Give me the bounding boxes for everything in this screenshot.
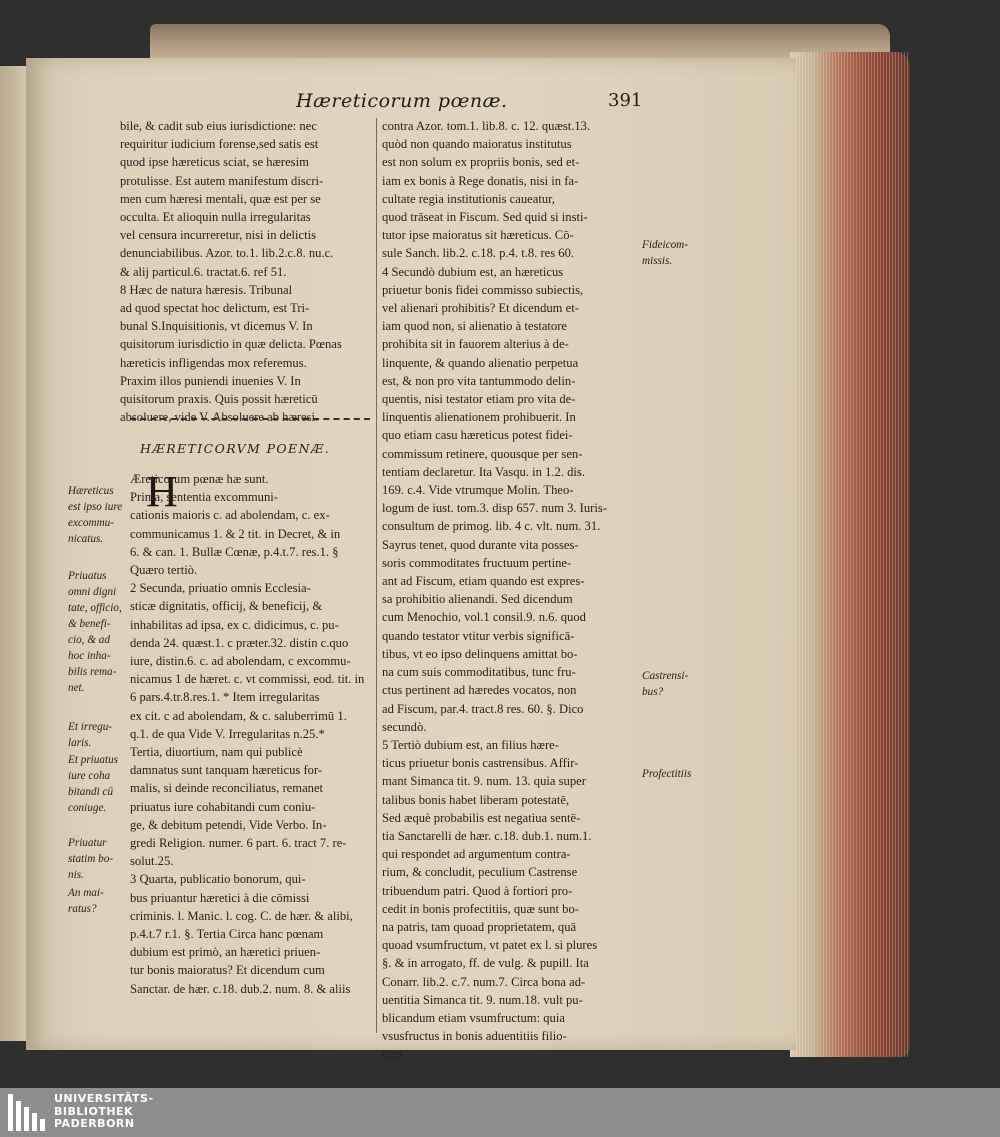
text-line: mant Simanca tit. 9. num. 13. quia super bbox=[382, 774, 586, 789]
text-line: occulta. Et alioquin nulla irregularitas bbox=[120, 210, 311, 225]
text-line: 8 Hæc de natura hæresis. Tribunal bbox=[120, 282, 293, 297]
text-line: bus priuantur hæretici à die cōmissi bbox=[130, 890, 310, 905]
text-line: ad Fiscum, par.4. tract.8 res. 60. §. Dico bbox=[382, 701, 584, 716]
text-line: commissum retinere, quousque per sen- bbox=[382, 446, 583, 461]
margin-note-line: Et priuatus bbox=[68, 754, 119, 766]
text-line: Prima, sententia excommuni- bbox=[130, 490, 278, 505]
text-line: qui respondet ad argumentum contra- bbox=[382, 847, 571, 862]
text-line: ge, & debitum petendi, Vide Verbo. In- bbox=[130, 817, 327, 832]
text-line: prohibita sit in fauorem alterius à de- bbox=[382, 337, 569, 352]
text-line: quo etiam casu hæreticus potest fidei- bbox=[382, 428, 573, 443]
text-line: q.1. de qua Vide V. Irregularitas n.25.* bbox=[130, 726, 325, 741]
margin-note bbox=[68, 568, 122, 696]
text-line: priuetur bonis fidei commisso subiectis, bbox=[382, 282, 584, 297]
text-line: linquente, & quando alienatio perpetua bbox=[382, 355, 579, 370]
running-header-title: Hæreticorum pœnæ. bbox=[296, 90, 508, 112]
text-line: quod trāseat in Fiscum. Sed quid si insti- bbox=[382, 210, 588, 225]
text-line: absoluere, vide V. Absoluere ab hæresi. bbox=[120, 410, 319, 425]
text-line: cultate regia institutionis caueatur, bbox=[382, 191, 555, 206]
margin-note bbox=[68, 885, 104, 917]
text-line: Conarr. lib.2. c.7. num.7. Circa bona ad- bbox=[382, 974, 586, 989]
text-line: Praxim illos puniendi inuenies V. In bbox=[120, 373, 301, 388]
text-line: damnatus sunt tanquam hæreticus for- bbox=[130, 763, 323, 778]
text-line: consultum de primog. lib. 4 c. vlt. num. 31. bbox=[382, 519, 601, 534]
text-line: quoad vsumfructum, vt patet ex l. si plures bbox=[382, 938, 598, 953]
text-line: est, & non pro vita tantummodo delin- bbox=[382, 373, 576, 388]
margin-note-line: laris. bbox=[68, 737, 92, 749]
library-name-line3: PADERBORN bbox=[54, 1117, 135, 1130]
margin-note bbox=[68, 483, 122, 547]
margin-note-line: Profectitiis bbox=[642, 768, 692, 780]
text-line: denda 24. quæst.1. c præter.32. distin c.quo bbox=[130, 635, 349, 650]
text-line: solut.25. bbox=[130, 854, 174, 869]
text-line: uentitia Simanca tit. 9. num.18. vult pu- bbox=[382, 992, 583, 1007]
text-line: priuatus iure cohabitandi cum coniu- bbox=[130, 799, 316, 814]
text-line: criminis. l. Manic. l. cog. C. de hær. & alibi, bbox=[130, 908, 353, 923]
margin-note-line: Castrensi- bbox=[642, 670, 689, 682]
library-name-line2: BIBLIOTHEK bbox=[54, 1104, 134, 1118]
margin-note-line: coniuge. bbox=[68, 802, 107, 814]
margin-note-line: nicatus. bbox=[68, 533, 104, 545]
margin-note-line: tate, officio, bbox=[68, 602, 122, 614]
column-left-bottom bbox=[130, 467, 378, 998]
text-line: quod ipse hæreticus sciat, se hæresim bbox=[120, 155, 309, 170]
margin-note-line: Hæreticus bbox=[68, 485, 114, 497]
text-line: 2 Secunda, priuatio omnis Ecclesia- bbox=[130, 581, 311, 596]
text-line: inhabilitas ad ipsa, ex c. didicimus, c. pu- bbox=[130, 617, 339, 632]
text-line: blicandum etiam vsumfructum: quia bbox=[382, 1010, 565, 1025]
text-line: §. & in arrogato, ff. de vulg. & pupill. Ita bbox=[382, 956, 589, 971]
margin-note-line: cio, & ad bbox=[68, 634, 110, 646]
text-line: Quæro tertiò. bbox=[130, 563, 198, 578]
library-name bbox=[54, 1093, 154, 1131]
margin-note-line: iure coha bbox=[68, 770, 111, 782]
text-line: cedit in bonis profectitiis, quæ sunt bo- bbox=[382, 901, 579, 916]
text-line: 6. & can. 1. Bullæ Cœnæ, p.4.t.7. res.1. § bbox=[130, 544, 339, 559]
margin-note-line: ratus? bbox=[68, 903, 97, 915]
text-line: tutor ipse maioratus sit hæreticus. Cō- bbox=[382, 228, 574, 243]
text-line: 5 Tertiò dubium est, an filius hære- bbox=[382, 737, 559, 752]
library-logo-icon bbox=[8, 1094, 48, 1131]
margin-note bbox=[642, 766, 691, 782]
text-line: tia Sanctarelli de hær. c.18. dub.1. num.1. bbox=[382, 828, 592, 843]
text-line: 169. c.4. Vide vtrumque Molin. Theo- bbox=[382, 483, 574, 498]
text-line: men cum hæresi mentali, quæ est per se bbox=[120, 191, 321, 206]
margin-note bbox=[68, 835, 113, 883]
text-line: contra Azor. tom.1. lib.8. c. 12. quæst.13. bbox=[382, 119, 591, 133]
text-line: 6 pars.4.tr.8.res.1. * Item irregularitas bbox=[130, 690, 320, 705]
text-line: ticus priuetur bonis castrensibus. Affir- bbox=[382, 756, 579, 771]
text-line: 4 Secundò dubium est, an hæreticus bbox=[382, 264, 564, 279]
text-line: tibus, vt eo ipso delinquens amittat bo- bbox=[382, 646, 578, 661]
text-line: sule Sanch. lib.2. c.18. p.4. t.8. res 60. bbox=[382, 246, 575, 261]
text-line: secundò. bbox=[382, 719, 427, 734]
column-left-top bbox=[120, 117, 378, 426]
text-line: communicamus 1. & 2 tit. in Decret, & in bbox=[130, 526, 341, 541]
margin-note bbox=[642, 668, 688, 700]
text-line: linquentis alienationem prohibuerit. In bbox=[382, 410, 576, 425]
text-line: rum bbox=[382, 1047, 403, 1062]
text-line: malis, si deinde reconciliatus, remanet bbox=[130, 781, 324, 796]
section-rule bbox=[130, 418, 370, 420]
text-line: protulisse. Est autem manifestum discri- bbox=[120, 173, 324, 188]
text-line: Sed æquè probabilis est negatiua sentē- bbox=[382, 810, 581, 825]
text-line: tentiam declaretur. Ita Vasqu. in 1.2. dis. bbox=[382, 464, 585, 479]
text-line: ad quod spectat hoc delictum, est Tri- bbox=[120, 301, 310, 316]
text-line: quòd non quando maioratus institutus bbox=[382, 137, 572, 152]
text-line: Æreticorum pœnæ hæ sunt. bbox=[130, 472, 269, 486]
text-line: bunal S.Inquisitionis, vt dicemus V. In bbox=[120, 319, 313, 334]
margin-note-line: statim bo- bbox=[68, 853, 114, 865]
text-line: logum de iust. tom.3. disp 657. num 3. Iuris- bbox=[382, 501, 607, 516]
text-line: ex cit. c ad abolendam, & c. saluberrimū 1. bbox=[130, 708, 347, 723]
page-number: 391 bbox=[608, 90, 643, 111]
left-page-edge bbox=[0, 66, 28, 1041]
text-line: bile, & cadit sub eius iurisdictione: nec bbox=[120, 119, 317, 133]
text-line: iure, distin.6. c. ad abolendam, c excommu- bbox=[130, 654, 351, 669]
margin-note-line: hoc inha- bbox=[68, 650, 111, 662]
text-line: quisitorum iurisdictio in quæ delicta. Pœnas bbox=[120, 337, 342, 352]
margin-note-line: Priuatur bbox=[68, 837, 107, 849]
text-line: rium, & concludit, peculium Castrense bbox=[382, 865, 578, 880]
margin-note-line: bilis rema- bbox=[68, 666, 117, 678]
drop-capital: H bbox=[146, 467, 178, 516]
margin-note-line: bitandi cū bbox=[68, 786, 114, 798]
margin-note-line: An mai- bbox=[68, 887, 104, 899]
book-page-edges bbox=[790, 52, 910, 1057]
text-line: na patris, tam quoad proprietatem, quā bbox=[382, 919, 577, 934]
text-line: tur bonis maioratus? Et dicendum cum bbox=[130, 963, 325, 978]
text-line: soris commoditates fructuum pertine- bbox=[382, 555, 572, 570]
text-line: ctus pertinent ad hæredes vocatos, non bbox=[382, 683, 577, 698]
text-line: gredi Religion. numer. 6 part. 6. tract 7. re- bbox=[130, 836, 347, 851]
margin-note-line: excommu- bbox=[68, 517, 114, 529]
text-line: nicamus 1 de hæret. c. vt commissi, eod. tit. in bbox=[130, 672, 365, 687]
text-line: vel censura incurreretur, nisi in delictis bbox=[120, 228, 317, 243]
margin-note-line: est ipso iure bbox=[68, 501, 123, 513]
text-line: sa prohibitio alienandi. Sed dicendum bbox=[382, 592, 573, 607]
text-line: talibus bonis habet liberam potestatē, bbox=[382, 792, 570, 807]
text-line: cationis maioris c. ad abolendam, c. ex- bbox=[130, 508, 330, 523]
text-line: dubium est primò, an hæretici priuen- bbox=[130, 945, 321, 960]
margin-note bbox=[642, 237, 688, 269]
text-line: tribuendum patri. Quod à fortiori pro- bbox=[382, 883, 573, 898]
text-line: quentis, nisi testator etiam pro vita de- bbox=[382, 392, 576, 407]
text-line: p.4.t.7 r.1. §. Tertia Circa hanc pœnam bbox=[130, 927, 324, 942]
text-line: quando testator vtitur verbis significā- bbox=[382, 628, 575, 643]
column-right bbox=[382, 117, 640, 1064]
text-line: iam quod non, si alienatio à testatore bbox=[382, 319, 568, 334]
text-line: iam ex bonis à Rege donatis, nisi in fa- bbox=[382, 173, 579, 188]
text-line: 3 Quarta, publicatio bonorum, qui- bbox=[130, 872, 306, 887]
text-line: hæreticis infligendas mox referemus. bbox=[120, 355, 307, 370]
text-line: & alij particul.6. tractat.6. ref 51. bbox=[120, 264, 287, 279]
text-line: vel alienari prohibitis? Et dicendum et- bbox=[382, 301, 579, 316]
text-line: denunciabilibus. Azor. to.1. lib.2.c.8. nu.c. bbox=[120, 246, 334, 261]
text-line: quisitorum praxis. Quis possit hæreticū bbox=[120, 392, 318, 407]
margin-note-line: Priuatus bbox=[68, 570, 107, 582]
margin-note-line: Et irregu- bbox=[68, 721, 113, 733]
margin-note-line: nis. bbox=[68, 869, 84, 881]
margin-note bbox=[68, 719, 112, 751]
text-line: vsusfructus in bonis aduentitiis filio- bbox=[382, 1029, 567, 1044]
text-line: est non solum ex propriis bonis, sed et- bbox=[382, 155, 580, 170]
text-line: Sanctar. de hær. c.18. dub.2. num. 8. & aliis bbox=[130, 981, 351, 996]
library-footer-bar bbox=[0, 1088, 1000, 1137]
margin-note-line: Fideicom- bbox=[642, 239, 688, 251]
margin-note bbox=[68, 752, 118, 816]
section-title: HÆRETICORVM POENÆ. bbox=[140, 441, 331, 456]
text-line: na cum suis commoditatibus, tunc fru- bbox=[382, 665, 576, 680]
text-line: Tertia, diuortium, nam qui publicè bbox=[130, 745, 303, 760]
text-line: ant ad Fiscum, etiam quando est expres- bbox=[382, 574, 585, 589]
text-line: cum Menochio, vol.1 consil.9. n.6. quod bbox=[382, 610, 586, 625]
margin-note-line: & benefi- bbox=[68, 618, 111, 630]
margin-note-line: omni digni bbox=[68, 586, 117, 598]
margin-note-line: net. bbox=[68, 682, 85, 694]
margin-note-line: missis. bbox=[642, 255, 673, 267]
margin-note-line: bus? bbox=[642, 686, 664, 698]
library-name-line1: UNIVERSITÄTS- bbox=[54, 1092, 154, 1105]
text-line: sticæ dignitatis, officij, & beneficij, & bbox=[130, 599, 323, 614]
text-line: Sayrus tenet, quod durante vita posses- bbox=[382, 537, 579, 552]
text-line: requiritur iudicium forense,sed satis est bbox=[120, 137, 319, 152]
